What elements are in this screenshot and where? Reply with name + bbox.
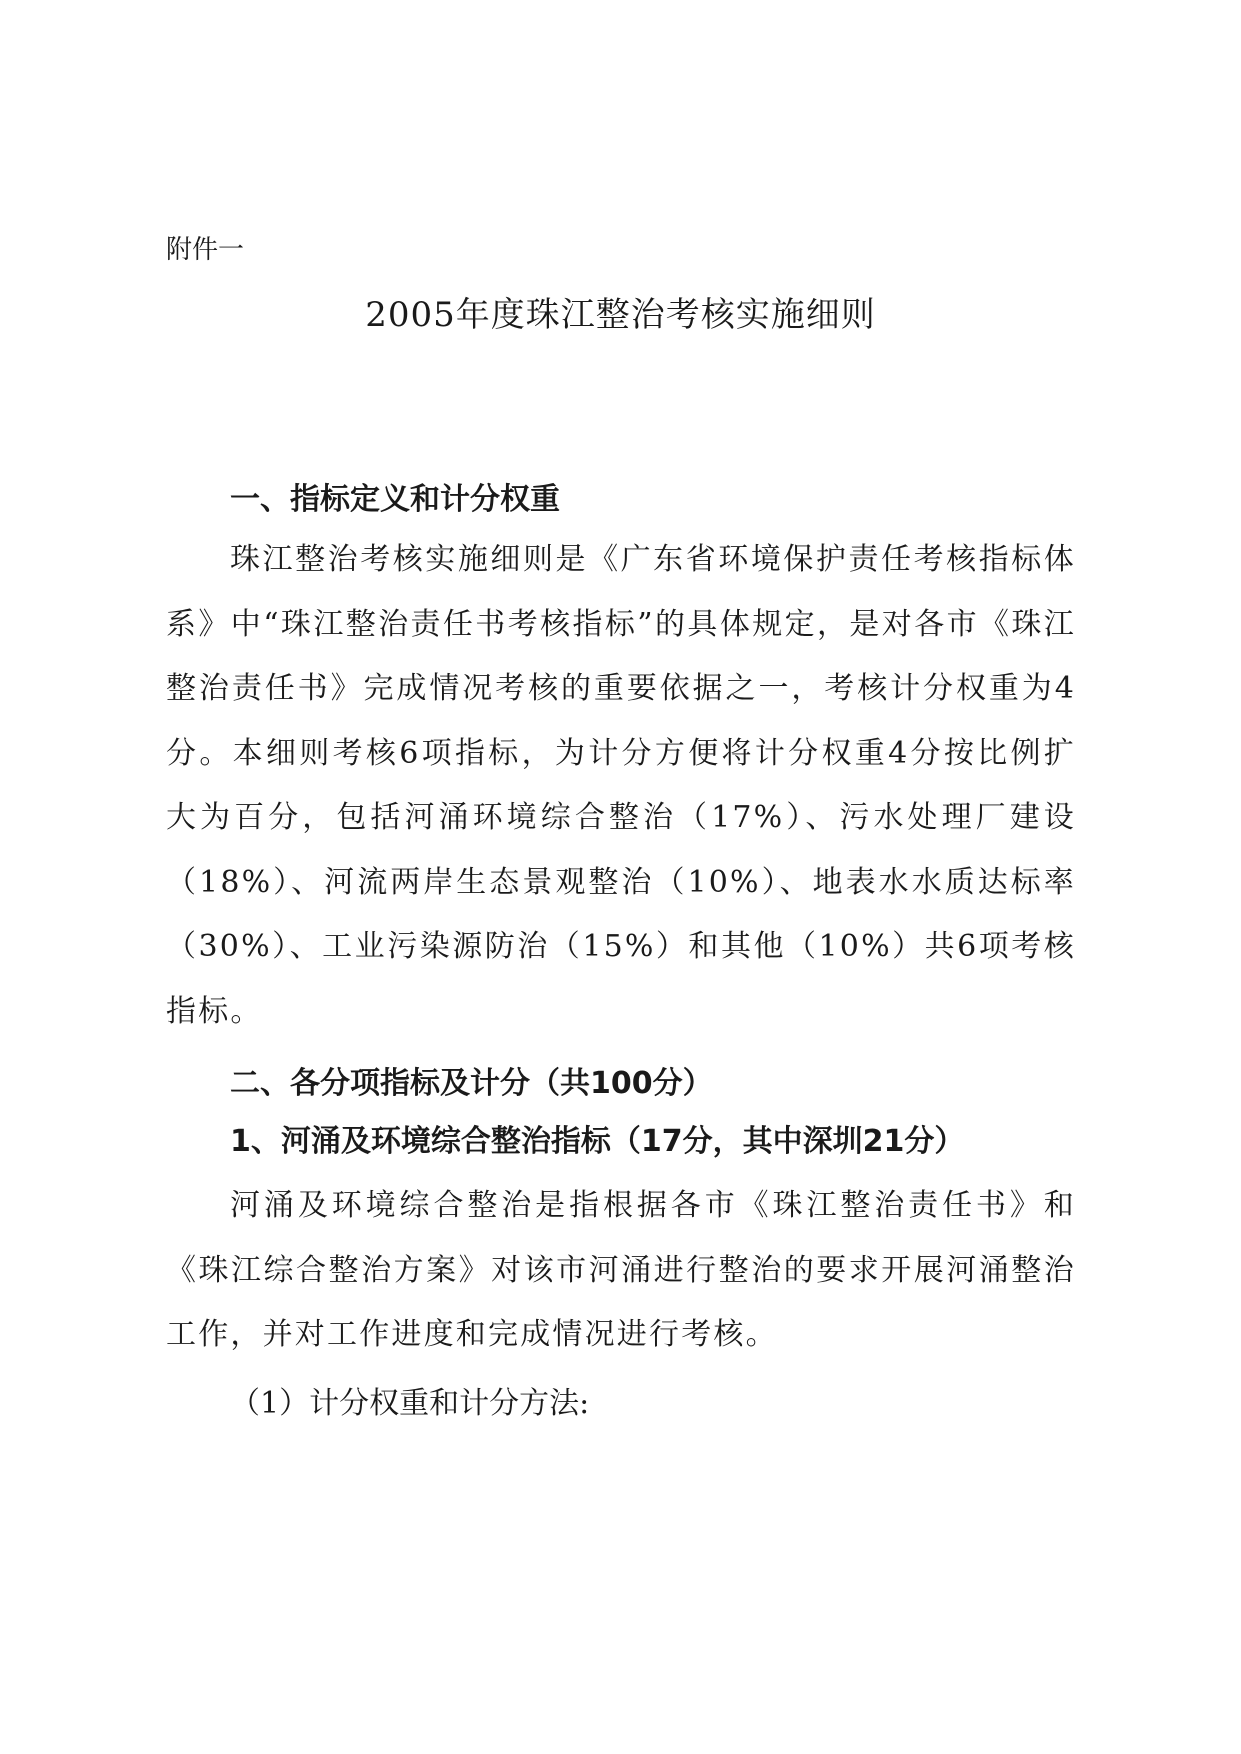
section-1-heading: 一、指标定义和计分权重 bbox=[230, 482, 560, 517]
attachment-label: 附件一 bbox=[166, 235, 245, 265]
section-1-paragraph: 珠江整治考核实施细则是《广东省环境保护责任考核指标体系》中“珠江整治责任书考核指标”的具体规定，是对各市《珠江整治责任书》完成情况考核的重要依据之一，考核计分权重为4分。本细则考核6项指标，为计分方便将计分权重4分按比例扩大为百分，包括河涌环境综合整治（17%）、污水处理厂建设（18%）、河流两岸生态景观整治（10%）、地表水水质达标率（30%）、工业污染源防治（15%）和其他（10%）共6项考核指标。 bbox=[166, 542, 1076, 1029]
section-2-heading: 二、各分项指标及计分（共100分） bbox=[230, 1066, 713, 1101]
document-body bbox=[166, 478, 1076, 1436]
item-1: （1）计分权重和计分方法: bbox=[230, 1385, 590, 1421]
subsection-1-paragraph: 河涌及环境综合整治是指根据各市《珠江整治责任书》和《珠江综合整治方案》对该市河涌进行整治的要求开展河涌整治工作，并对工作进度和完成情况进行考核。 bbox=[166, 1188, 1076, 1352]
subsection-1-heading: 1、河涌及环境综合整治指标（17分，其中深圳21分） bbox=[230, 1124, 965, 1159]
document-title: 2005年度珠江整治考核实施细则 bbox=[365, 295, 876, 335]
